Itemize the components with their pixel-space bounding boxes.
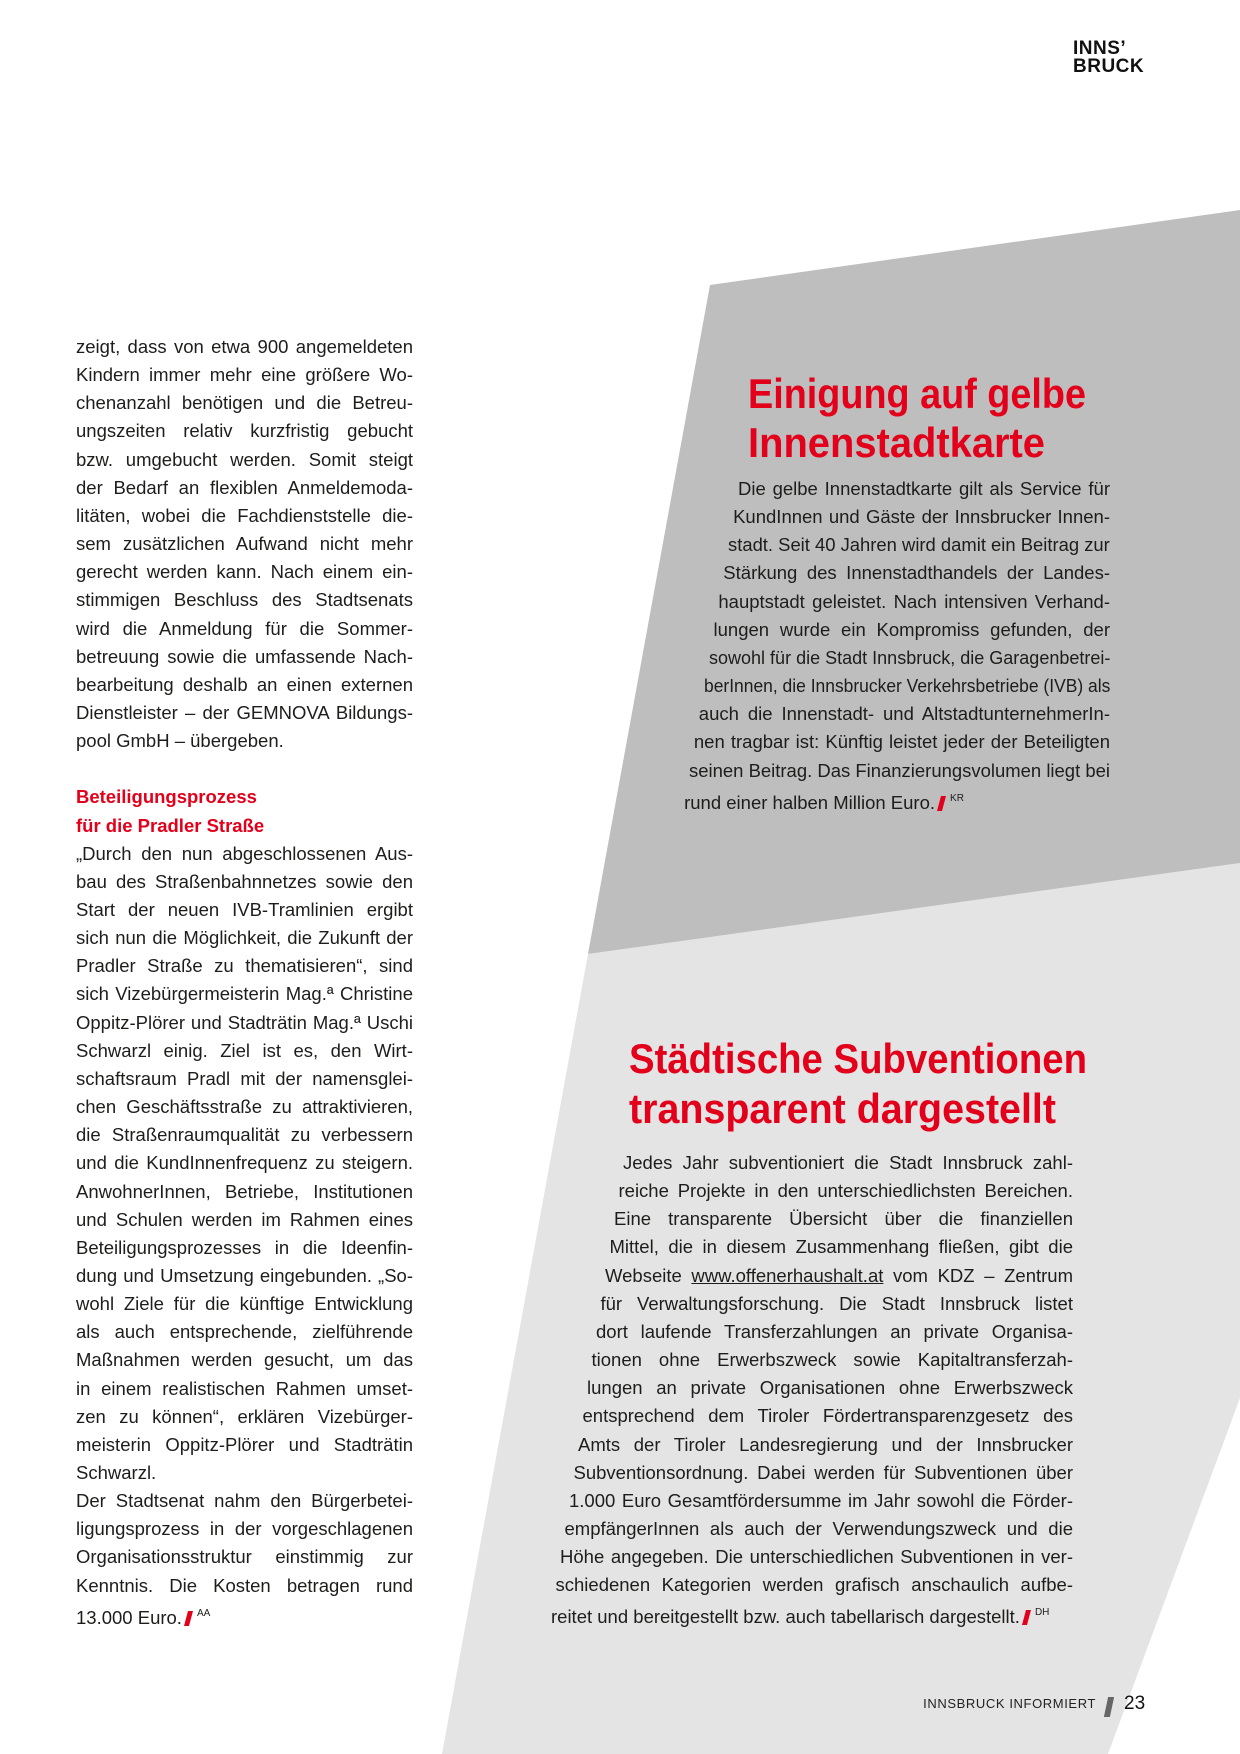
line-text: litäten, wobei die Fachdienststelle die- [76, 504, 413, 526]
line-text: für Verwaltungsforschung. Die Stadt Innsbruck listet [600, 1292, 1073, 1314]
text-line [574, 1459, 1074, 1487]
line-text: lungen an private Organisationen ohne Erwerbszweck [587, 1377, 1073, 1399]
line-text: Innenstadtkarte [748, 419, 1045, 466]
text-line [605, 1262, 1073, 1290]
line-text: sich Vizebürgermeisterin Mag.ª Christine [76, 983, 413, 1005]
line-text: schaftsraum Pradl mit der namensglei- [76, 1067, 413, 1089]
text-line [694, 728, 1110, 756]
logo-line2: BRUCK [1073, 56, 1145, 77]
line-text: die Straßenraumqualität zu verbessern [76, 1124, 413, 1146]
author-initials: KR [950, 792, 964, 804]
text-line [76, 671, 413, 699]
line-text: 1.000 Euro Gesamtfördersumme im Jahr sowohl die Förder- [569, 1489, 1073, 1511]
text-line [583, 1402, 1074, 1430]
line-text: Beteiligungsprozess [76, 786, 257, 808]
text-line [76, 952, 413, 980]
text-line [556, 1571, 1074, 1599]
line-text: Kindern immer mehr eine größere Wo- [76, 364, 413, 386]
logo-line1: INNS’ [1073, 38, 1127, 59]
line-text: KundInnen und Gäste der Innsbrucker Innen- [733, 506, 1110, 528]
section-heading [76, 783, 257, 811]
line-text: zen zu können“, erklären Vizebürger- [76, 1405, 413, 1427]
line-text: Pradler Straße zu thematisieren“, sind [76, 955, 413, 977]
line-text: Organisationsstruktur einstimmig zur [76, 1546, 413, 1568]
text-line [76, 1065, 413, 1093]
line-text: Schwarzl. [76, 1462, 157, 1483]
innsbruck-logo [1073, 40, 1144, 76]
line-text: Höhe angegeben. Die unterschiedlichen Subventionen in ver- [560, 1546, 1073, 1568]
line-text: rund einer halben Million Euro. [684, 791, 936, 813]
text-line [699, 700, 1110, 728]
text-line [76, 643, 413, 671]
text-line [728, 531, 1112, 559]
page-number: 23 [1124, 1693, 1146, 1714]
line-text: und Schulen werden im Rahmen eines [76, 1208, 413, 1230]
text-line [76, 333, 413, 361]
line-text: dort laufende Transferzahlungen an private Organisa- [596, 1320, 1073, 1342]
line-text: seinen Beitrag. Das Finanzierungsvolumen liegt bei [689, 759, 1110, 781]
text-line [623, 1149, 1073, 1177]
text-line [76, 615, 413, 643]
text-line [76, 1375, 413, 1403]
line-text: bau des Straßenbahnnetzes sowie den [76, 870, 413, 892]
text-line [76, 1009, 413, 1037]
text-line [684, 785, 964, 813]
text-line [578, 1431, 1073, 1459]
text-line [76, 924, 413, 952]
line-text: sich nun die Möglichkeit, die Zukunft der [76, 927, 413, 949]
text-line [714, 616, 1111, 644]
line-text: zeigt, dass von etwa 900 angemeldeten [76, 336, 413, 357]
text-line [76, 530, 413, 558]
text-line [76, 1178, 413, 1206]
text-line [76, 1487, 413, 1515]
line-text: tionen ohne Erwerbszweck sowie Kapitaltransferzah- [591, 1349, 1073, 1371]
text-line [704, 672, 1135, 700]
text-line [592, 1346, 1074, 1374]
text-line [76, 868, 413, 896]
line-text: vom KDZ – Zentrum [883, 1264, 1073, 1286]
line-text: Oppitz-Plörer und Stadträtin Mag.ª Uschi [76, 1011, 413, 1033]
text-line [560, 1543, 1073, 1571]
line-text: sowohl für die Stadt Innsbruck, die Garagenbetrei- [708, 646, 1110, 668]
text-line [601, 1290, 1074, 1318]
text-line [76, 1234, 413, 1262]
line-text: reitet und bereitgestellt bzw. auch tabellarisch dargestellt. [551, 1606, 1020, 1628]
text-line [76, 1515, 413, 1543]
text-line [76, 1290, 413, 1318]
line-text: stadt. Seit 40 Jahren wird damit ein Beitrag zur [728, 534, 1110, 556]
footer-publication: INNSBRUCK INFORMIERT [923, 1696, 1096, 1711]
text-line [709, 644, 1121, 672]
line-text: lungen wurde ein Kompromiss gefunden, der [713, 618, 1110, 640]
text-line [76, 1262, 413, 1290]
text-line [76, 1121, 413, 1149]
line-text: Stärkung des Innenstadthandels der Landes- [723, 562, 1110, 584]
text-line [76, 361, 413, 389]
line-text: AnwohnerInnen, Betriebe, Institutionen [76, 1180, 413, 1202]
line-text: 13.000 Euro. [76, 1606, 182, 1628]
line-text: wohl Ziele für die künftige Entwicklung [76, 1293, 413, 1315]
line-text: Schwarzl einig. Ziel ist es, den Wirt- [76, 1039, 413, 1061]
text-line [76, 1543, 413, 1571]
line-text: sem zusätzlichen Aufwand nicht mehr [76, 533, 413, 555]
line-text: Dienstleister – der GEMNOVA Bildungs- [76, 701, 413, 723]
line-text: „Durch den nun abgeschlossenen Aus- [76, 842, 413, 864]
line-text: gerecht werden kann. Nach einem ein- [76, 561, 413, 583]
line-text: Einigung auf gelbe [748, 370, 1086, 417]
text-line [76, 1149, 413, 1177]
line-text: für die Pradler Straße [76, 814, 265, 836]
line-text: Eine transparente Übersicht über die finanziellen [614, 1208, 1073, 1230]
line-text: ungszeiten relativ kurzfristig gebucht [76, 420, 413, 442]
text-line [76, 896, 413, 924]
line-text: als auch entsprechende, zielführende [76, 1321, 413, 1343]
line-text: meisterin Oppitz-Plörer und Stadträtin [76, 1433, 413, 1455]
text-line [689, 757, 1111, 785]
section-heading [76, 812, 264, 840]
line-text: in einem realistischen Rahmen umset- [76, 1377, 413, 1399]
text-line [76, 1459, 156, 1487]
text-line [738, 475, 1110, 503]
line-text: reiche Projekte in den unterschiedlichsten Bereichen. [618, 1180, 1073, 1202]
text-line [76, 417, 413, 445]
text-line [76, 558, 413, 586]
line-text: Die gelbe Innenstadtkarte gilt als Service für [738, 478, 1110, 499]
line-text: Kenntnis. Die Kosten betragen rund [76, 1574, 413, 1596]
line-text: Mittel, die in diesem Zusammenhang fließen, gibt die [609, 1236, 1073, 1258]
text-line [76, 1093, 413, 1121]
line-text: Städtische Subventionen [629, 1035, 1087, 1082]
line-text: berInnen, die Innsbrucker Verkehrsbetriebe (IVB) als [703, 675, 1110, 697]
text-line [76, 1572, 413, 1600]
line-text: entsprechend dem Tiroler Fördertransparenzgesetz des [582, 1405, 1073, 1427]
line-text: ligungsprozess in der vorgeschlagenen [76, 1518, 413, 1540]
line-text: Maßnahmen werden gesucht, um das [76, 1349, 413, 1371]
line-text: hauptstadt geleistet. Nach intensiven Verhand- [718, 590, 1110, 612]
author-initials: DH [1034, 1607, 1050, 1619]
line-text: bearbeitung deshalb an einen externen [76, 673, 413, 695]
text-line [718, 588, 1110, 616]
line-text: und die KundInnenfrequenz zu steigern. [76, 1152, 413, 1174]
text-line [76, 446, 413, 474]
text-line [723, 559, 1110, 587]
line-text: der Bedarf an flexiblen Anmeldemoda- [76, 476, 413, 498]
text-line [76, 980, 413, 1008]
text-line [76, 840, 413, 868]
text-line [76, 1206, 413, 1234]
line-text: transparent dargestellt [629, 1085, 1056, 1132]
line-text: nen tragbar ist: Künftig leistet jeder der Beteiligten [693, 731, 1110, 753]
article-heading [629, 1035, 1131, 1083]
line-text: empfängerInnen als auch der Verwendungszweck und die [564, 1517, 1073, 1539]
line-text: chen Geschäftsstraße zu attraktivieren, [76, 1096, 413, 1118]
text-line [619, 1177, 1074, 1205]
line-text: Webseite [605, 1264, 692, 1286]
text-line [76, 699, 413, 727]
line-text: auch die Innenstadt- und AltstadtunternehmerIn- [698, 703, 1110, 725]
line-text: Start der neuen IVB-Tramlinien ergibt [76, 899, 413, 920]
line-text: Amts der Tiroler Landesregierung und der Innsbrucker [578, 1433, 1073, 1455]
line-text: pool GmbH – übergeben. [76, 730, 284, 752]
text-line [76, 1431, 413, 1459]
text-line [76, 586, 413, 614]
text-line [76, 1346, 413, 1374]
line-text: Subventionsordnung. Dabei werden für Subventionen über [573, 1461, 1073, 1483]
line-text: chenanzahl benötigen und die Betreu- [76, 392, 413, 414]
red-slash-icon [937, 796, 946, 811]
text-line [596, 1318, 1073, 1346]
line-text: schiedenen Kategorien werden grafisch anschaulich aufbe- [555, 1574, 1073, 1596]
red-slash-icon [1022, 1610, 1031, 1625]
line-text: stimmigen Beschluss des Stadtsenats [76, 589, 413, 611]
text-line [733, 503, 1110, 531]
line-text: Jedes Jahr subventioniert die Stadt Innsbruck zahl- [623, 1152, 1073, 1173]
text-line [76, 1318, 413, 1346]
line-text: dung und Umsetzung eingebunden. „So- [76, 1264, 413, 1286]
article-heading [748, 370, 1124, 418]
author-initials: AA [196, 1607, 211, 1619]
text-line [76, 1403, 413, 1431]
text-line [569, 1487, 1073, 1515]
text-line [76, 389, 413, 417]
text-line [76, 474, 413, 502]
text-line [76, 1600, 210, 1628]
red-slash-icon [184, 1611, 193, 1626]
text-line [614, 1205, 1073, 1233]
article-heading [748, 419, 1061, 467]
offenerhaushalt-link[interactable]: www.offenerhaushalt.at [691, 1264, 884, 1286]
line-with-link [605, 1262, 1073, 1290]
text-line [565, 1515, 1074, 1543]
text-line [76, 727, 284, 755]
line-text: Der Stadtsenat nahm den Bürgerbetei- [76, 1490, 413, 1512]
text-line [587, 1374, 1073, 1402]
line-text: wird die Anmeldung für die Sommer- [76, 617, 413, 639]
article-heading [629, 1085, 1084, 1133]
text-line [551, 1599, 1049, 1627]
text-line [610, 1233, 1074, 1261]
text-line [76, 502, 413, 530]
text-line [76, 1037, 413, 1065]
line-text: betreuung sowie die umfassende Nach- [76, 645, 413, 667]
line-text: Beteiligungsprozesses in die Ideenfin- [76, 1236, 413, 1258]
line-text: bzw. umgebucht werden. Somit steigt [76, 448, 413, 470]
